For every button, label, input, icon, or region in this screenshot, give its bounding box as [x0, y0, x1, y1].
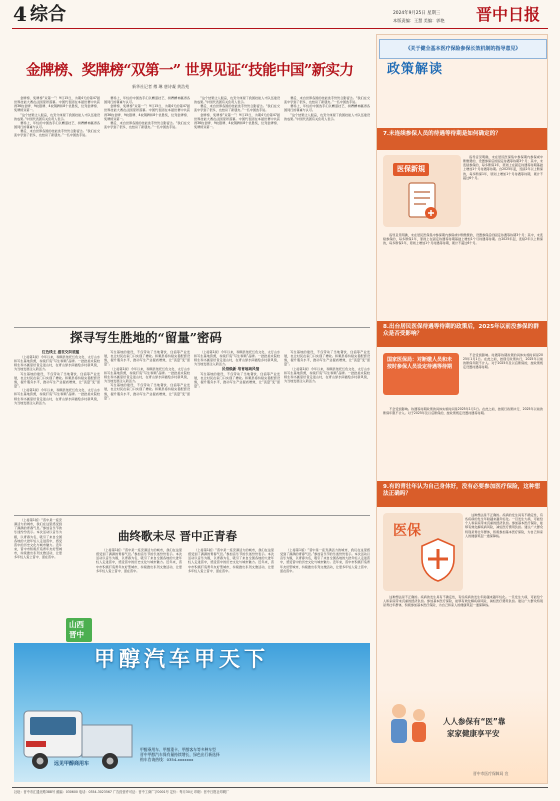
masthead-rule: [12, 28, 548, 29]
lower-article-col-2: [96, 548, 182, 640]
lead-paragraph: “这个结果让人振奋，也充分体现了我国技能人才队伍建设的成果。”中国代表团有关负责人表示。: [194, 96, 280, 105]
lead-paragraph: 赛场上，年轻的中国选手们以精湛技艺、拼搏精神赢得各国同行的尊重与认可。: [14, 120, 100, 130]
lead-paragraph: 金牌榜、奖牌榜“双第一”！9月15日，为期4天的第47届世界技能大赛在法国里昂落幕。中国代表团在本届世赛中共获得36枚金牌、9枚银牌、4枚铜牌和8个优胜奖，位列金牌榜、奖牌榜双第一。: [104, 104, 190, 121]
policy-column: [376, 34, 548, 784]
body-paragraph: （上接第1版）今年以来，和顺县依托红色文化、太行山水和写生基地资源，持续打造“写生和顺”品牌。一批批美术院校师生和书画爱好者走进山村，在青山绿水间描绘乡村新风貌，为当地发展注入新活力。: [14, 388, 100, 405]
lower-article-col-3: [188, 548, 274, 640]
ad-bullet: 甲醇乘用车、甲醇重卡、甲醇客车等多种车型: [140, 747, 216, 752]
lead-paragraph: 赛场上，年轻的中国选手们以精湛技艺、拼搏精神赢得各国同行的尊重与认可。: [284, 104, 370, 113]
qa3-question: 9.有的青壮年认为自己身体好，没有必要参加医疗保险，这种想法正确吗？: [377, 481, 548, 507]
qa3-answer-continued: [383, 595, 543, 685]
qa3-answer-text: 这种想法是不正确的。疾病的发生具有不确定性，有些疾病的发生年龄越来越年轻化。一旦发生大病，可能给个人和家庭带来沉重的经济负担。参加基本医疗保险，能够有效化解疾病风险，减轻医疗费用负担。建议广大群众特别是青壮年群体，积极参加基本医疗保险，为自己和家人的健康筑起一道保障线。: [383, 595, 543, 608]
headline-byline: 新华社记者 傅 琳 唐诗凝 黄浩苑: [132, 84, 190, 89]
body-paragraph: （上接第1版）“晋中是一座充满活力的城市，我们在这里感受到了满满的青春气息。”参加音乐节的乐迷纷纷表示。本次活动以音乐为媒，以青春为名，吸引了来自全国各地的大批年轻人走进晋中，感受晋中的历史文化与城市魅力。近年来，晋中市积极打造青年友好型城市，持续推出系列文旅活动，让更多年轻人爱上晋中、留在晋中。: [188, 548, 274, 573]
footer-rule: [12, 787, 548, 788]
lead-paragraph: 赛后，来自世界各国的技能选手纷纷合影留念。“我们在交流中学到了很多，也结识了新朋友。”一名中国选手说。: [104, 120, 190, 130]
lead-paragraph: 赛后，来自世界各国的技能选手纷纷合影留念。“我们在交流中学到了很多，也结识了新朋友。”一名中国选手说。: [284, 96, 370, 105]
lead-article-col-2: [104, 96, 190, 324]
body-paragraph: （上接第1版）今年以来，和顺县依托红色文化、太行山水和写生基地资源，持续打造“写生和顺”品牌。一批批美术院校师生和书画爱好者走进山村，在青山绿水间描绘乡村新风貌，为当地发展注入新活力。: [284, 366, 370, 384]
qa3-graphic: [383, 513, 463, 591]
local-badge-line-1: 山西: [69, 620, 84, 629]
lead-article-col-3: [194, 96, 280, 324]
qa3-answer-text: 这种想法是不正确的。疾病的发生具有不确定性，有些疾病的发生年龄越来越年轻化。一旦发生大病，可能给个人和家庭带来沉重的经济负担。参加基本医疗保险，能够有效化解疾病风险，减轻医疗费用负担。建议广大群众特别是青壮年群体，积极参加基本医疗保险，为自己和家人的健康筑起一道保障线。: [465, 513, 543, 538]
lead-article-col-1: [14, 96, 100, 324]
qa2-question: 8.出台居民医保待遇等待期的政策后，2025年以前没参保的群众是否受影响？: [377, 321, 548, 347]
page-number: 4: [13, 2, 27, 26]
headline: [12, 34, 368, 92]
body-paragraph: 写生基地的建设，不仅带动了当地餐饮、住宿等产业发展，也让村民在家门口实现了增收。和顺县将持续完善配套设施，提升服务水平，推动写生产业提质增效，让“流量”变“留量”。: [194, 371, 280, 389]
ad-bullet: 晋中甲醇汽车保有量持续增长，绿色出行新选择: [140, 752, 220, 757]
qa2-answer-text: 不会受到影响。待遇等待期政策的具体实施时间是2025年1月1日。在此之前，按现行政策执行，2025年以前的断保年限不计入。对于2025年及以后断保的，按政策规定设置待遇等待期。: [463, 353, 543, 370]
qa2-panel: [383, 353, 459, 395]
policy-banner-top: 《关于健全基本医疗保险参保长效机制的指导意见》: [379, 39, 547, 59]
lead-paragraph: “这个结果让人振奋，也充分体现了我国技能人才队伍建设的成果。”中国代表团有关负责人表示。: [14, 112, 100, 121]
bottom-slogan-2: 家家健康享平安: [447, 729, 500, 738]
qa1-answer-text: 指导意见明确，未在居民医保集中参保期内参保或中断缴费的，设置参保后的固定待遇等待期3个月；其中，未连续参保的，每多断保1年，原则上在固定待遇等待期基础上增加1个月待遇等待期。自2025年起，连续2年以上断保的，每多断保1年，原则上增加1个月待遇等待期，累计不超过6个月。: [383, 233, 543, 246]
qa2-answer-continued: [383, 407, 543, 455]
qa1-question: 7.未连续参保人员的待遇等待期是如何确定的？: [377, 128, 548, 150]
middle-article-col-3: [194, 350, 280, 512]
middle-article-col-2: [104, 350, 190, 512]
editor-line: 本版责编：王慧 美编：郭艳: [393, 18, 445, 23]
lead-paragraph: 赛场上，年轻的中国选手们以精湛技艺、拼搏精神赢得各国同行的尊重与认可。: [104, 96, 190, 105]
lead-paragraph: 金牌榜、奖牌榜“双第一”！9月15日，为期4天的第47届世界技能大赛在法国里昂落幕。中国代表团在本届世赛中共获得36枚金牌、9枚银牌、4枚铜牌和8个优胜奖，位列金牌榜、奖牌榜双第一。: [14, 96, 100, 113]
subheading: 民俗焕新 培育地域风情: [221, 366, 260, 371]
lead-paragraph: “这个结果让人振奋，也充分体现了我国技能人才队伍建设的成果。”中国代表团有关负责人表示。: [284, 112, 370, 121]
policy-banner-title: 政策解读: [387, 62, 444, 77]
qa3-badge: 医保: [393, 523, 421, 539]
body-paragraph: （上接第1版）今年以来，和顺县依托红色文化、太行山水和写生基地资源，持续打造“写生和顺”品牌。一批批美术院校师生和书画爱好者走进山村，在青山绿水间描绘乡村新风貌，为当地发展注入新活力。: [14, 355, 100, 372]
ad-banner: [14, 643, 370, 782]
body-paragraph: （上接第1版）“晋中是一座充满活力的城市，我们在这里感受到了满满的青春气息。”参加音乐节的乐迷纷纷表示。本次活动以音乐为媒，以青春为名，吸引了来自全国各地的大批年轻人走进晋中，感受晋中的历史文化与城市魅力。近年来，晋中市积极打造青年友好型城市，持续推出系列文旅活动，让更多年轻人爱上晋中、留在晋中。: [280, 548, 370, 573]
body-paragraph: （上接第1版）今年以来，和顺县依托红色文化、太行山水和写生基地资源，持续打造“写生和顺”品牌。一批批美术院校师生和书画爱好者走进山村，在青山绿水间描绘乡村新风貌，为当地发展注入新活力。: [194, 350, 280, 367]
lower-article-title: 曲终歌未尽 晋中正青春: [118, 529, 238, 543]
body-paragraph: 写生基地的建设，不仅带动了当地餐饮、住宿等产业发展，也让村民在家门口实现了增收。和顺县将持续完善配套设施，提升服务水平，推动写生产业提质增效，让“流量”变“留量”。: [104, 383, 190, 400]
qa1-answer-continued: [383, 233, 543, 275]
bottom-credit: 晋中市医疗保障局 宣: [473, 771, 509, 776]
bottom-illustration: [377, 689, 548, 784]
paper-logo: 晋中日报: [476, 5, 541, 24]
local-badge: [66, 618, 92, 642]
qa1-graphic: [383, 155, 461, 227]
body-paragraph: 写生基地的建设，不仅带动了当地餐饮、住宿等产业发展，也让村民在家门口实现了增收。和顺县将持续完善配套设施，提升服务水平，推动写生产业提质增效，让“流量”变“留量”。: [104, 350, 190, 367]
middle-article-col-4: [284, 350, 370, 512]
section-divider: [14, 327, 370, 328]
body-paragraph: （上接第1版）“晋中是一座充满活力的城市，我们在这里感受到了满满的青春气息。”参加音乐节的乐迷纷纷表示。本次活动以音乐为媒，以青春为名，吸引了来自全国各地的大批年轻人走进晋中，感受晋中的历史文化与城市魅力。近年来，晋中市积极打造青年友好型城市，持续推出系列文旅活动，让更多年轻人爱上晋中、留在晋中。: [14, 518, 62, 560]
qa2-panel-title: 国家医保局：对断缴人员和未按时参保人员设定待遇等待期: [387, 357, 453, 370]
subheading: 红色线主 盛世交织底蕴: [41, 350, 80, 354]
headline-title: 金牌榜、奖牌榜“双第一” 世界见证“技能中国”新实力: [26, 62, 354, 79]
section-divider: [14, 515, 370, 516]
lower-article-col-4: [280, 548, 370, 640]
qa1-answer-text: 指导意见明确，未在居民医保集中参保期内参保或中断缴费的，设置参保后的固定待遇等待期3个月；其中，未连续参保的，每多断保1年，原则上在固定待遇等待期基础上增加1个月待遇等待期。自2025年起，连续2年以上断保的，每多断保1年，原则上增加1个月待遇等待期，累计不超过6个月。: [463, 155, 543, 180]
family-illustration: [385, 697, 435, 757]
qa1-badge: 医保新規: [393, 163, 429, 176]
lead-paragraph: 赛后，来自世界各国的技能选手纷纷合影留念。“我们在交流中学到了很多，也结识了新朋友。”一名中国选手说。: [14, 129, 100, 138]
body-paragraph: （上接第1版）今年以来，和顺县依托红色文化、太行山水和写生基地资源，持续打造“写生和顺”品牌。一批批美术院校师生和书画爱好者走进山村，在青山绿水间描绘乡村新风貌，为当地发展注入新活力。: [104, 366, 190, 384]
ad-tagline: 远见甲醇商用车: [54, 761, 90, 767]
qa2-answer: [463, 353, 543, 411]
body-paragraph: 写生基地的建设，不仅带动了当地餐饮、住宿等产业发展，也让村民在家门口实现了增收。和顺县将持续完善配套设施，提升服务水平，推动写生产业提质增效，让“流量”变“留量”。: [14, 371, 100, 389]
qa2-answer-text: 不会受到影响。待遇等待期政策的具体实施时间是2025年1月1日。在此之前，按现行政策执行，2025年以前的断保年限不计入。对于2025年及以后断保的，按政策规定设置待遇等待期。: [383, 407, 543, 416]
middle-article-col-1: [14, 350, 100, 512]
body-paragraph: （上接第1版）“晋中是一座充满活力的城市，我们在这里感受到了满满的青春气息。”参加音乐节的乐迷纷纷表示。本次活动以音乐为媒，以青春为名，吸引了来自全国各地的大批年轻人走进晋中，感受晋中的历史文化与城市魅力。近年来，晋中市积极打造青年友好型城市，持续推出系列文旅活动，让更多年轻人爱上晋中、留在晋中。: [96, 548, 182, 573]
date-line: 2024年9月25日 星期三: [393, 11, 441, 16]
middle-article-title: 探寻写生胜地的“留量”密码: [70, 330, 222, 345]
document-icon: [405, 181, 441, 221]
section-name: 综合: [30, 4, 66, 25]
bottom-slogan-1: 人人参保有“医”靠: [443, 717, 506, 726]
lower-article-col-1: [14, 518, 62, 640]
masthead: [0, 0, 560, 30]
ad-title: 甲醇汽车甲天下: [94, 646, 269, 671]
shield-icon: [419, 537, 457, 583]
footer-text: 社址：晋中市汇通北路388号 邮编：030600 电话：0354-3023567 广告经营许可证：晋中工商广字0001号 定价：每月30元 印刷：晋中日报社印刷厂: [14, 790, 230, 794]
qa1-answer: [463, 155, 543, 231]
lead-paragraph: 赛后，来自世界各国的技能选手纷纷合影留念。“我们在交流中学到了很多，也结识了新朋友。”一名中国选手说。: [194, 104, 280, 113]
body-paragraph: 写生基地的建设，不仅带动了当地餐饮、住宿等产业发展，也让村民在家门口实现了增收。和顺县将持续完善配套设施，提升服务水平，推动写生产业提质增效，让“流量”变“留量”。: [284, 350, 370, 367]
ad-bullet-list: [140, 747, 366, 762]
lead-article-col-4: [284, 96, 370, 324]
qa3-answer: [465, 513, 543, 593]
lead-paragraph: 金牌榜、奖牌榜“双第一”！9月15日，为期4天的第47届世界技能大赛在法国里昂落幕。中国代表团在本届世赛中共获得36枚金牌、9枚银牌、4枚铜牌和8个优胜奖，位列金牌榜、奖牌榜双第一。: [194, 112, 280, 130]
ad-bullet: 购车咨询热线：0354-xxxxxxx: [140, 757, 194, 762]
local-badge-line-2: 晋中: [69, 630, 84, 639]
